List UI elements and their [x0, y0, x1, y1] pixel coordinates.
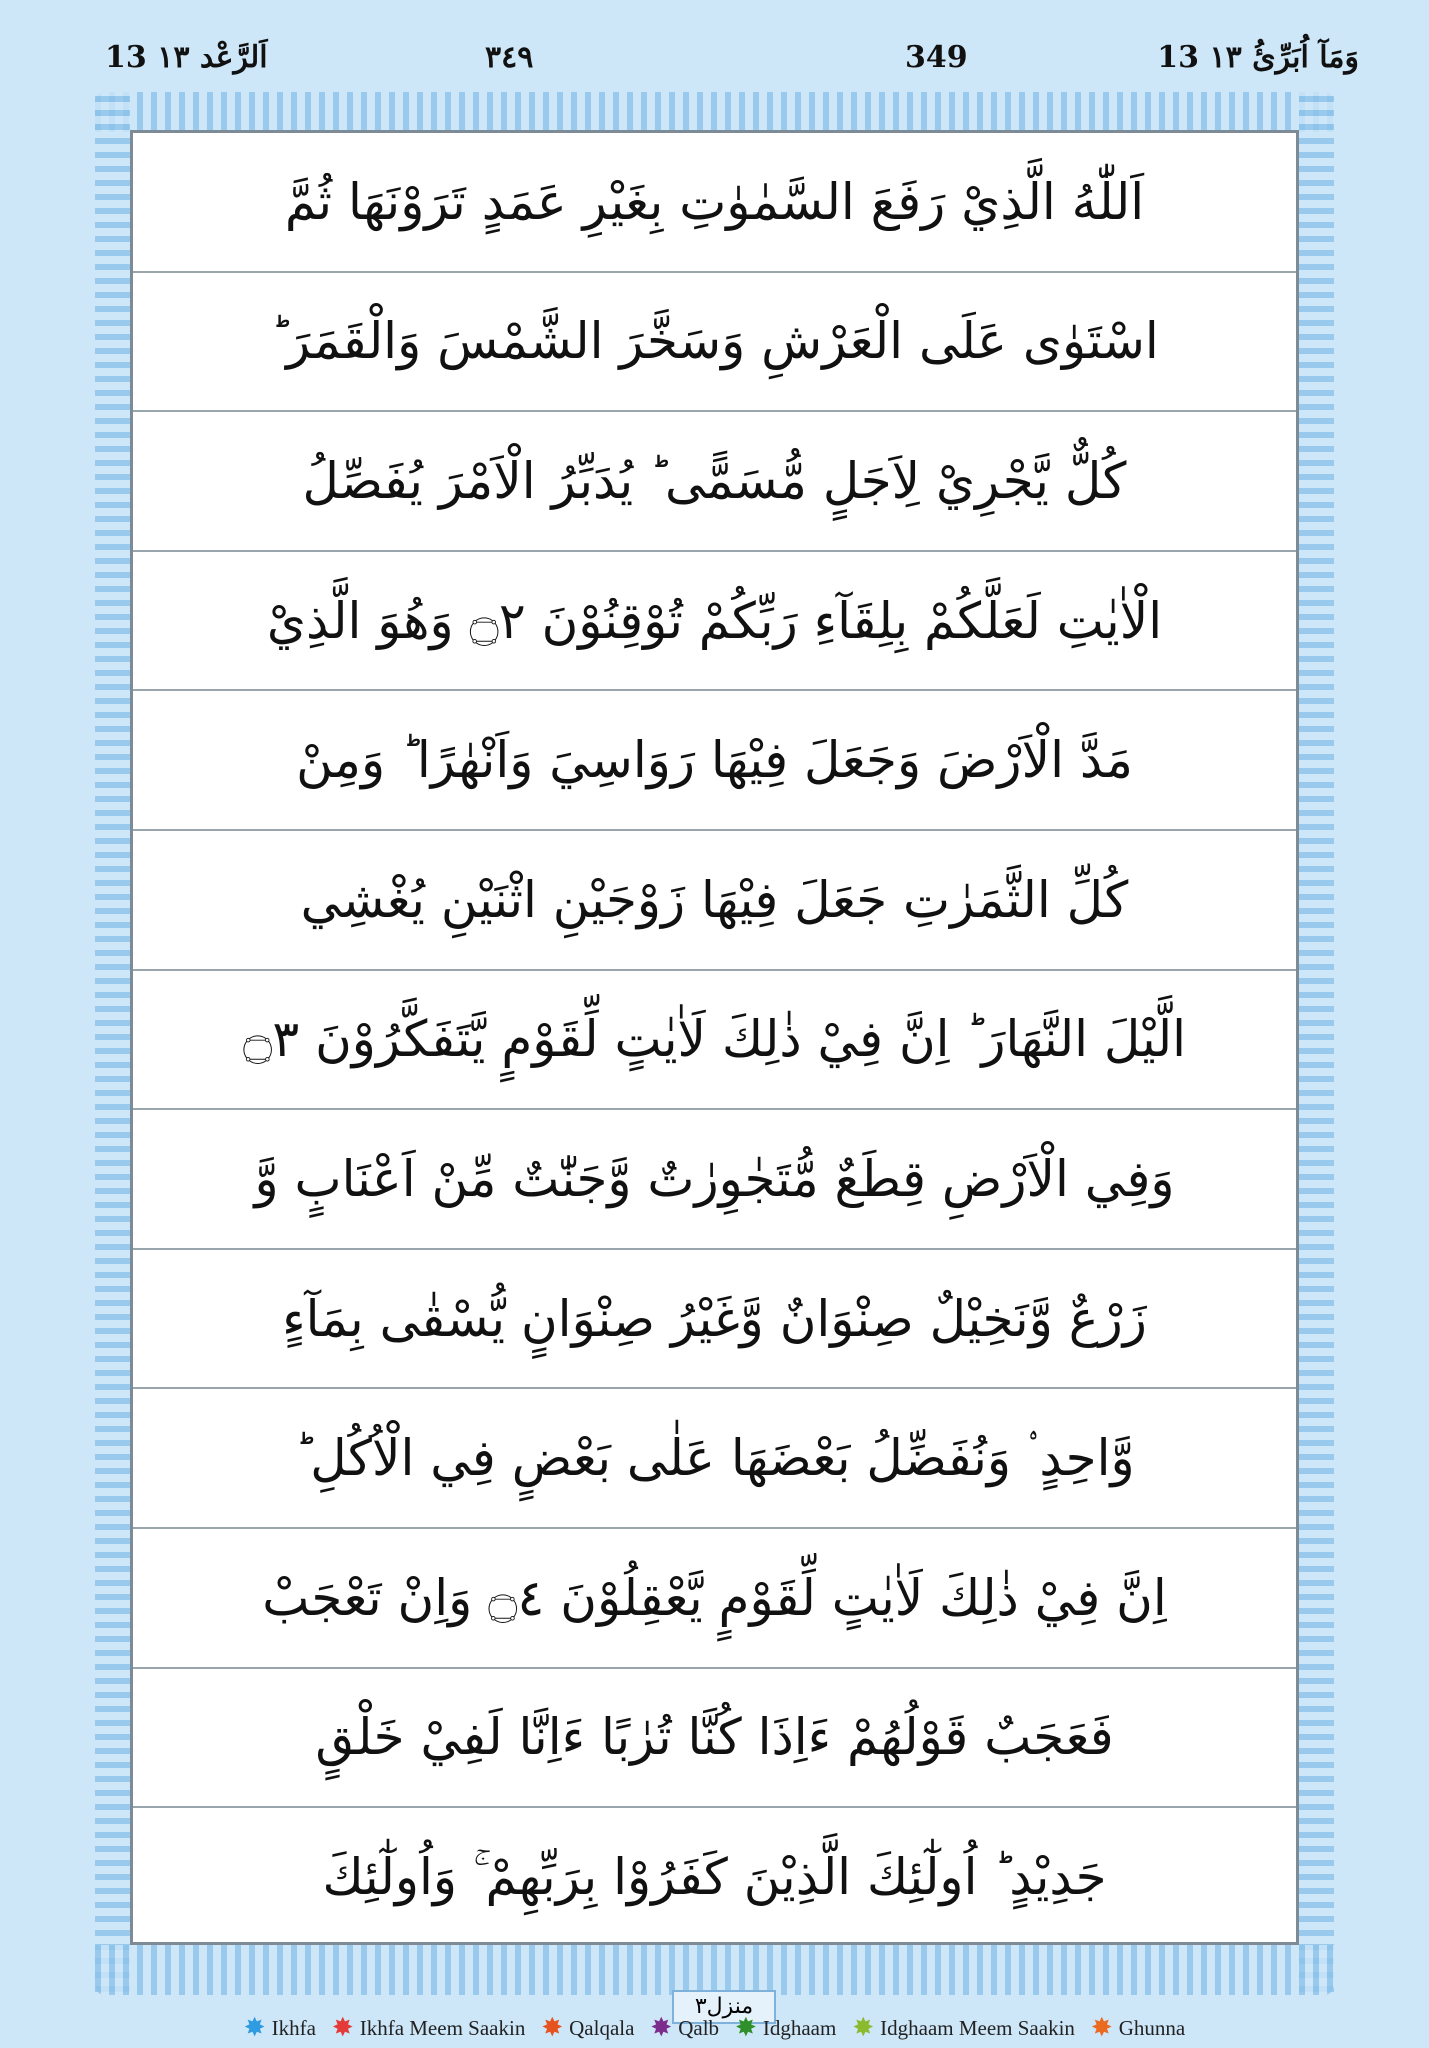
verse-line: فَعَجَبٌ قَوْلُهُمْ ءَاِذَا كُنَّا تُرٰبًا ءَاِنَّا لَفِيْ خَلْقٍ: [133, 1669, 1296, 1809]
page-number-arabic: ٣٤٩: [485, 40, 534, 75]
page-header: [105, 40, 1359, 90]
legend-item: [541, 2015, 634, 2041]
legend-label: Idghaam: [762, 2015, 837, 2040]
star-icon: ✸: [735, 2013, 757, 2042]
star-icon: ✸: [1090, 2013, 1113, 2042]
verse-line: اِنَّ فِيْ ذٰلِكَ لَاٰيٰتٍ لِّقَوْمٍ يَّعْقِلُوْنَ ۝٤ وَاِنْ تَعْجَبْ: [133, 1529, 1296, 1669]
star-icon: ✸: [650, 2013, 673, 2042]
verse-line: جَدِيْدٍ ؕ اُولٰٓئِكَ الَّذِيْنَ كَفَرُوْا بِرَبِّهِمْ ۚ وَاُولٰٓئِكَ: [322, 1848, 1107, 1907]
legend-item: [244, 2015, 316, 2041]
star-icon: ✸: [852, 2013, 875, 2042]
quran-text-panel: [130, 130, 1299, 1945]
verse-line: الْاٰيٰتِ لَعَلَّكُمْ بِلِقَآءِ رَبِّكُمْ تُوْقِنُوْنَ ۝٢ وَهُوَ الَّذِيْ: [133, 552, 1296, 692]
tajweed-legend: [0, 2015, 1429, 2041]
legend-item: [852, 2015, 1075, 2041]
surah-title: 13 اَلرَّعْد ١٣: [105, 40, 268, 75]
star-icon: ✸: [541, 2013, 564, 2042]
juz-title: 13 وَمَآ اُبَرِّئُ ١٣: [1157, 40, 1359, 75]
verse-line: زَرْعٌ وَّنَخِيْلٌ صِنْوَانٌ وَّغَيْرُ صِنْوَانٍ يُّسْقٰى بِمَآءٍ: [133, 1250, 1296, 1390]
left-ornament-border: [95, 92, 130, 1992]
verse-line: وَفِي الْاَرْضِ قِطَعٌ مُّتَجٰوِرٰتٌ وَّجَنّٰتٌ مِّنْ اَعْنَابٍ وَّ: [133, 1110, 1296, 1250]
star-icon: ✸: [243, 2013, 266, 2042]
legend-item: [735, 2015, 836, 2041]
legend-label: Qalqala: [569, 2015, 635, 2040]
verse-line: كُلٌّ يَّجْرِيْ لِاَجَلٍ مُّسَمًّى ؕ يُدَبِّرُ الْاَمْرَ يُفَصِّلُ: [133, 412, 1296, 552]
verse-line: اَللّٰهُ الَّذِيْ رَفَعَ السَّمٰوٰتِ بِغَيْرِ عَمَدٍ تَرَوْنَهَا ثُمَّ: [133, 133, 1296, 273]
legend-label: Ikhfa Meem Saakin: [359, 2015, 526, 2040]
top-ornament-border: [95, 92, 1334, 132]
manzil-label: منزل٣: [672, 1990, 776, 2024]
verse-line: كُلِّ الثَّمَرٰتِ جَعَلَ فِيْهَا زَوْجَيْنِ اثْنَيْنِ يُغْشِي: [133, 831, 1296, 971]
verse-line: الَّيْلَ النَّهَارَ ؕ اِنَّ فِيْ ذٰلِكَ لَاٰيٰتٍ لِّقَوْمٍ يَّتَفَكَّرُوْنَ ۝٣: [133, 971, 1296, 1111]
legend-item: [332, 2015, 525, 2041]
star-icon: ✸: [331, 2013, 354, 2042]
legend-label: Idghaam Meem Saakin: [880, 2015, 1075, 2040]
legend-label: Qalb: [678, 2015, 720, 2040]
legend-item: [650, 2015, 719, 2041]
page-number: 349: [905, 40, 968, 75]
verse-line: اسْتَوٰى عَلَى الْعَرْشِ وَسَخَّرَ الشَّمْسَ وَالْقَمَرَ ؕ: [133, 273, 1296, 413]
verse-line: وَّاحِدٍ ۟ وَنُفَضِّلُ بَعْضَهَا عَلٰى بَعْضٍ فِي الْاُكُلِ ؕ: [133, 1389, 1296, 1529]
legend-label: Ghunna: [1118, 2015, 1186, 2040]
legend-item: [1091, 2015, 1185, 2041]
verse-line: مَدَّ الْاَرْضَ وَجَعَلَ فِيْهَا رَوَاسِيَ وَاَنْهٰرًا ؕ وَمِنْ: [133, 691, 1296, 831]
legend-label: Ikhfa: [271, 2015, 316, 2040]
bottom-ornament-border: [95, 1945, 1334, 1995]
right-ornament-border: [1299, 92, 1334, 1992]
